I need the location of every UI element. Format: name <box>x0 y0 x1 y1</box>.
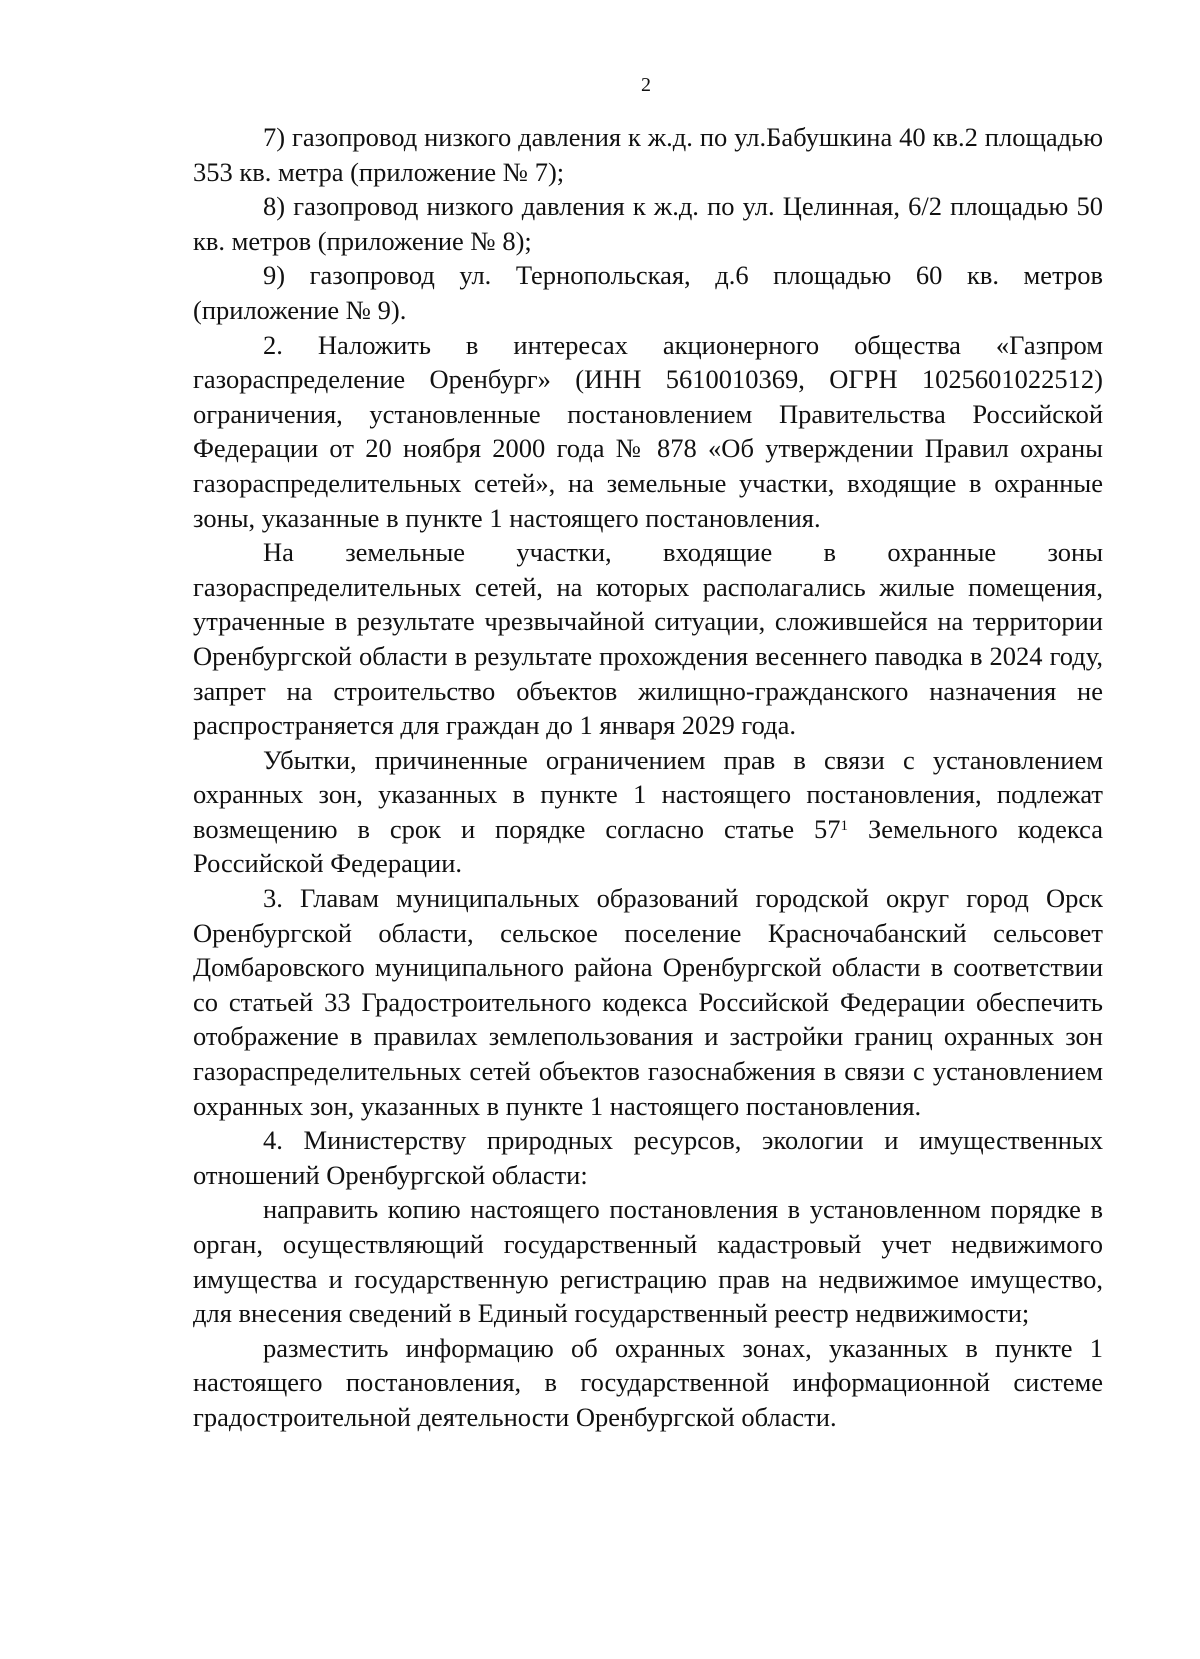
paragraph-construction-ban: На земельные участки, входящие в охранные зоны газораспределительных сетей, на которых располагались жилые помещения, утраченные в результате чрезвычайной ситуации, сложившейся на территории Оренбургской области в результате прохождения весеннего паводка в 2024 году, запрет на строительство объектов жилищно-гражданского назначения не распространяется для граждан до 1 января 2029 года. <box>193 537 1103 741</box>
paragraph-clause-3: 3. Главам муниципальных образований городской округ город Орск Оренбургской области, сельское поселение Красночабанский сельсовет Домбаровского муниципального района Оренбургской области в соответствии со статьей 33 Градостроительного кодекса Российской Федерации обеспечить отображение в правилах землепользования и застройки границ охранных зон газораспределительных сетей объектов газоснабжения в связи с установлением охранных зон, указанных в пункте 1 настоящего постановления. <box>193 883 1103 1121</box>
paragraph-item-9: 9) газопровод ул. Тернопольская, д.6 площадью 60 кв. метров (приложение № 9). <box>193 260 1103 325</box>
paragraph-item-7: 7) газопровод низкого давления к ж.д. по ул.Бабушкина 40 кв.2 площадью 353 кв. метра (приложение № 7); <box>193 122 1103 187</box>
document-body <box>193 120 1103 1435</box>
losses-text-tail: Земельного кодекса Российской Федерации. <box>193 813 1103 879</box>
losses-text-main: Убытки, причиненные ограничением прав в связи с установлением охранных зон, указанных в пункте 1 настоящего постановления, подлежат возмещению в срок и порядке согласно статье 57 <box>193 744 1103 844</box>
article-superscript: 1 <box>840 817 849 834</box>
paragraph-item-8: 8) газопровод низкого давления к ж.д. по ул. Целинная, 6/2 площадью 50 кв. метров (приложение № 8); <box>193 191 1103 256</box>
paragraph-clause-4: 4. Министерству природных ресурсов, экологии и имущественных отношений Оренбургской области: <box>193 1125 1103 1190</box>
paragraph-publish-info: разместить информацию об охранных зонах, указанных в пункте 1 настоящего постановления, в государственной информационной системе градостроительной деятельности Оренбургской области. <box>193 1332 1103 1432</box>
paragraph-send-copy: направить копию настоящего постановления в установленном порядке в орган, осуществляющий государственный кадастровый учет недвижимого имущества и государственную регистрацию прав на недвижимое имущество, для внесения сведений в Единый государственный реестр недвижимости; <box>193 1194 1103 1329</box>
page-number: 2 <box>641 74 651 96</box>
paragraph-losses <box>193 743 1103 881</box>
paragraph-clause-2: 2. Наложить в интересах акционерного общества «Газпром газораспределение Оренбург» (ИНН 5610010369, ОГРН 1025601022512) ограничения, установленные постановлением Правительства Российской Федерации от 20 ноября 2000 года № 878 «Об утверждении Правил охраны газораспределительных сетей», на земельные участки, входящие в охранные зоны, указанные в пункте 1 настоящего постановления. <box>193 329 1103 533</box>
